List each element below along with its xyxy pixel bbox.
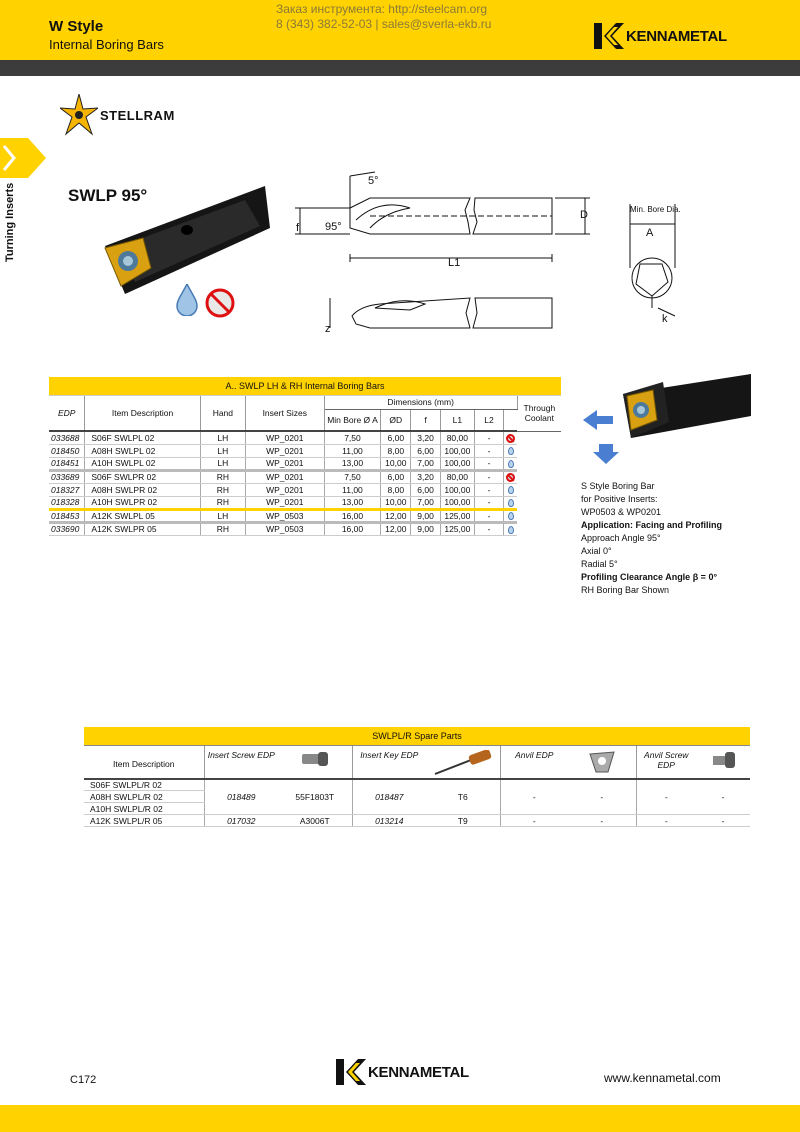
- row-item: S06F SWLPL 02: [85, 431, 200, 444]
- col-edp: EDP: [49, 395, 85, 431]
- sp-screw: 55F1803T: [278, 779, 352, 815]
- row-insert: WP_0201: [245, 483, 324, 496]
- table-row: [49, 457, 561, 470]
- sp-key: T9: [426, 815, 500, 827]
- row-insert: WP_0201: [245, 444, 324, 457]
- stellram-star-icon: [60, 94, 98, 136]
- row-insert: WP_0503: [245, 509, 324, 522]
- header-dark-strip: [0, 60, 800, 76]
- table-row: [49, 522, 561, 535]
- sp-as-edp: -: [636, 815, 696, 827]
- footer-bar: [0, 1105, 800, 1132]
- row-l2: -: [474, 444, 503, 457]
- row-item: S06F SWLPR 02: [85, 470, 200, 483]
- desc-line: WP0503 & WP0201: [581, 507, 662, 517]
- row-f: 6,00: [411, 483, 441, 496]
- row-edp: 033689: [49, 470, 85, 483]
- boring-bars-table-body: [49, 431, 561, 535]
- row-edp: 018451: [49, 457, 85, 470]
- row-od: 10,00: [381, 496, 411, 509]
- row-hand: LH: [200, 431, 245, 444]
- sp-item: A12K SWLPL/R 05: [84, 815, 204, 827]
- table-row: [49, 470, 561, 483]
- row-min-bore: 7,50: [324, 470, 381, 483]
- sp-anvil: -: [568, 815, 636, 827]
- spare-parts-caption: SWLPL/R Spare Parts: [84, 727, 750, 745]
- row-coolant: [504, 470, 518, 483]
- row-l1: 80,00: [440, 431, 474, 444]
- row-min-bore: 7,50: [324, 431, 381, 444]
- row-l1: 125,00: [440, 509, 474, 522]
- row-coolant: [504, 457, 518, 470]
- row-min-bore: 13,00: [324, 496, 381, 509]
- row-coolant: [504, 483, 518, 496]
- table-row: [49, 509, 561, 522]
- row-od: 6,00: [381, 431, 411, 444]
- row-edp: 033688: [49, 431, 85, 444]
- sp-key: T6: [426, 779, 500, 815]
- dim-l1-label: L1: [448, 257, 461, 269]
- row-item: A12K SWLPL 05: [85, 509, 200, 522]
- angle-95-label: 95°: [325, 221, 342, 233]
- sp-anvil: -: [568, 779, 636, 815]
- coolant-drop-icon: [508, 486, 514, 494]
- sp-as: -: [696, 815, 750, 827]
- boring-bar-photo: [95, 186, 270, 296]
- row-l2: -: [474, 470, 503, 483]
- order-info: [276, 2, 491, 32]
- row-f: 9,00: [411, 509, 441, 522]
- row-l1: 80,00: [440, 470, 474, 483]
- row-item: A12K SWLPR 05: [85, 522, 200, 535]
- dim-a-label: A: [646, 227, 654, 239]
- row-od: 12,00: [381, 509, 411, 522]
- row-hand: LH: [200, 457, 245, 470]
- sp-col-anvil-screw: Anvil Screw EDP: [636, 745, 696, 779]
- technical-drawing: [290, 168, 710, 338]
- row-l2: -: [474, 457, 503, 470]
- coolant-drop-icon: [508, 526, 514, 534]
- sp-col-insert-key: Insert Key EDP: [352, 745, 426, 779]
- dim-k-label: k: [662, 313, 668, 325]
- no-coolant-icon: [506, 434, 515, 443]
- desc-line: for Positive Inserts:: [581, 494, 658, 504]
- sp-screw-edp: 018489: [204, 779, 278, 815]
- row-l1: 100,00: [440, 444, 474, 457]
- order-line-2[interactable]: 8 (343) 382-52-03 | sales@sverla-ekb.ru: [276, 17, 492, 31]
- product-title: SWLP 95°: [68, 186, 148, 205]
- row-l1: 125,00: [440, 522, 474, 535]
- sp-key-edp: 018487: [352, 779, 426, 815]
- row-f: 3,20: [411, 431, 441, 444]
- row-coolant: [504, 496, 518, 509]
- table-row: [49, 496, 561, 509]
- coolant-drop-icon: [508, 499, 514, 507]
- spare-parts-table: [84, 727, 750, 827]
- no-coolant-icon: [506, 473, 515, 482]
- no-coolant-icon: [205, 288, 235, 318]
- row-l1: 100,00: [440, 496, 474, 509]
- row-od: 6,00: [381, 470, 411, 483]
- row-hand: RH: [200, 522, 245, 535]
- row-edp: 033690: [49, 522, 85, 535]
- desc-clearance-angle: Profiling Clearance Angle β = 0°: [581, 572, 718, 582]
- table-row: [49, 444, 561, 457]
- row-min-bore: 11,00: [324, 483, 381, 496]
- row-l2: -: [474, 496, 503, 509]
- col-hand: Hand: [200, 395, 245, 431]
- row-f: 6,00: [411, 444, 441, 457]
- row-min-bore: 16,00: [324, 522, 381, 535]
- stellram-wordmark: STELLRAM: [100, 107, 175, 123]
- page-subtitle: Internal Boring Bars: [49, 37, 164, 52]
- row-edp: 018327: [49, 483, 85, 496]
- sp-col-anvil: Anvil EDP: [500, 745, 568, 779]
- col-through-coolant: Through Coolant: [517, 395, 561, 431]
- row-od: 12,00: [381, 522, 411, 535]
- row-item: A10H SWLPL 02: [85, 457, 200, 470]
- desc-application: Application: Facing and Profiling: [581, 520, 722, 530]
- row-od: 10,00: [381, 457, 411, 470]
- row-hand: RH: [200, 470, 245, 483]
- sp-screw: A3006T: [278, 815, 352, 827]
- row-hand: RH: [200, 496, 245, 509]
- row-od: 8,00: [381, 444, 411, 457]
- dim-f-label: f: [296, 222, 300, 234]
- sp-col-item: Item Description: [84, 745, 204, 779]
- row-insert: WP_0201: [245, 496, 324, 509]
- desc-line: S Style Boring Bar: [581, 481, 655, 491]
- row-insert: WP_0201: [245, 470, 324, 483]
- row-min-bore: 16,00: [324, 509, 381, 522]
- sp-item: A08H SWLPL/R 02: [84, 791, 204, 803]
- row-l2: -: [474, 483, 503, 496]
- row-l2: -: [474, 431, 503, 444]
- section-arrow-icon: [0, 138, 48, 178]
- sp-as: -: [696, 779, 750, 815]
- row-hand: LH: [200, 444, 245, 457]
- row-f: 9,00: [411, 522, 441, 535]
- table-row: [49, 483, 561, 496]
- row-f: 7,00: [411, 496, 441, 509]
- row-edp: 018450: [49, 444, 85, 457]
- row-edp: 018328: [49, 496, 85, 509]
- sp-as-edp: -: [636, 779, 696, 815]
- section-side-label: Turning Inserts: [4, 182, 16, 262]
- row-l2: -: [474, 509, 503, 522]
- min-bore-label: Min. Bore Dia.: [630, 205, 681, 214]
- sp-item: S06F SWLPL/R 02: [84, 779, 204, 791]
- kennametal-logo-header: [594, 23, 727, 49]
- row-edp: 018453: [49, 509, 85, 522]
- coolant-drop-icon: [508, 447, 514, 455]
- coolant-drop-icon: [508, 460, 514, 468]
- col-od: ØD: [381, 409, 411, 431]
- col-dimensions: Dimensions (mm): [324, 395, 517, 409]
- boring-bars-table-caption: A.. SWLP LH & RH Internal Boring Bars: [49, 377, 561, 395]
- angle-5-label: 5°: [368, 175, 379, 187]
- dim-z-label: z: [325, 323, 331, 335]
- row-insert: WP_0503: [245, 522, 324, 535]
- col-l2: L2: [474, 409, 503, 431]
- row-hand: RH: [200, 483, 245, 496]
- row-insert: WP_0201: [245, 431, 324, 444]
- insert-screw-icon: [278, 745, 352, 779]
- product-description: [581, 480, 722, 597]
- row-od: 8,00: [381, 483, 411, 496]
- sp-item: A10H SWLPL/R 02: [84, 803, 204, 815]
- page-number: C172: [70, 1074, 97, 1086]
- sp-col-insert-screw: Insert Screw EDP: [204, 745, 278, 779]
- row-item: A10H SWLPR 02: [85, 496, 200, 509]
- row-coolant: [504, 522, 518, 535]
- table-row: [49, 431, 561, 444]
- kennametal-wordmark: KENNAMETAL: [626, 27, 727, 45]
- sp-anvil-edp: -: [500, 779, 568, 815]
- page-title: W Style: [49, 18, 104, 35]
- anvil-screw-icon: [696, 745, 750, 779]
- desc-line: Axial 0°: [581, 546, 612, 556]
- col-min-bore: Min Bore Ø A: [324, 409, 381, 431]
- desc-line: Approach Angle 95°: [581, 533, 661, 543]
- row-coolant: [504, 509, 518, 522]
- row-l1: 100,00: [440, 457, 474, 470]
- row-insert: WP_0201: [245, 457, 324, 470]
- col-l1: L1: [440, 409, 474, 431]
- stellram-logo: [60, 94, 175, 136]
- desc-line: RH Boring Bar Shown: [581, 585, 670, 595]
- row-coolant: [504, 444, 518, 457]
- order-line-1[interactable]: Заказ инструмента: http://steelcam.org: [276, 2, 488, 16]
- anvil-icon: [568, 745, 636, 779]
- row-hand: LH: [200, 509, 245, 522]
- row-coolant: [504, 431, 518, 444]
- row-min-bore: 13,00: [324, 457, 381, 470]
- row-item: A08H SWLPL 02: [85, 444, 200, 457]
- kennametal-k-icon: [594, 23, 624, 49]
- website-link[interactable]: www.kennametal.com: [604, 1071, 721, 1085]
- col-item-description: Item Description: [85, 395, 200, 431]
- coolant-drop-icon: [176, 284, 198, 316]
- desc-line: Radial 5°: [581, 559, 618, 569]
- kennametal-k-icon: [336, 1059, 366, 1085]
- row-l2: -: [474, 522, 503, 535]
- kennametal-wordmark: KENNAMETAL: [368, 1063, 469, 1081]
- row-l1: 100,00: [440, 483, 474, 496]
- sp-anvil-edp: -: [500, 815, 568, 827]
- col-insert-sizes: Insert Sizes: [245, 395, 324, 431]
- coolant-drop-icon: [508, 512, 514, 520]
- boring-bars-table: [49, 377, 561, 536]
- sp-key-edp: 013214: [352, 815, 426, 827]
- dim-d-label: D: [580, 209, 588, 221]
- row-min-bore: 11,00: [324, 444, 381, 457]
- col-f: f: [411, 409, 441, 431]
- kennametal-logo-footer: [336, 1059, 469, 1085]
- boring-bar-rh-photo: [583, 374, 753, 464]
- row-f: 7,00: [411, 457, 441, 470]
- row-item: A08H SWLPR 02: [85, 483, 200, 496]
- insert-key-icon: [426, 745, 500, 779]
- row-f: 3,20: [411, 470, 441, 483]
- sp-screw-edp: 017032: [204, 815, 278, 827]
